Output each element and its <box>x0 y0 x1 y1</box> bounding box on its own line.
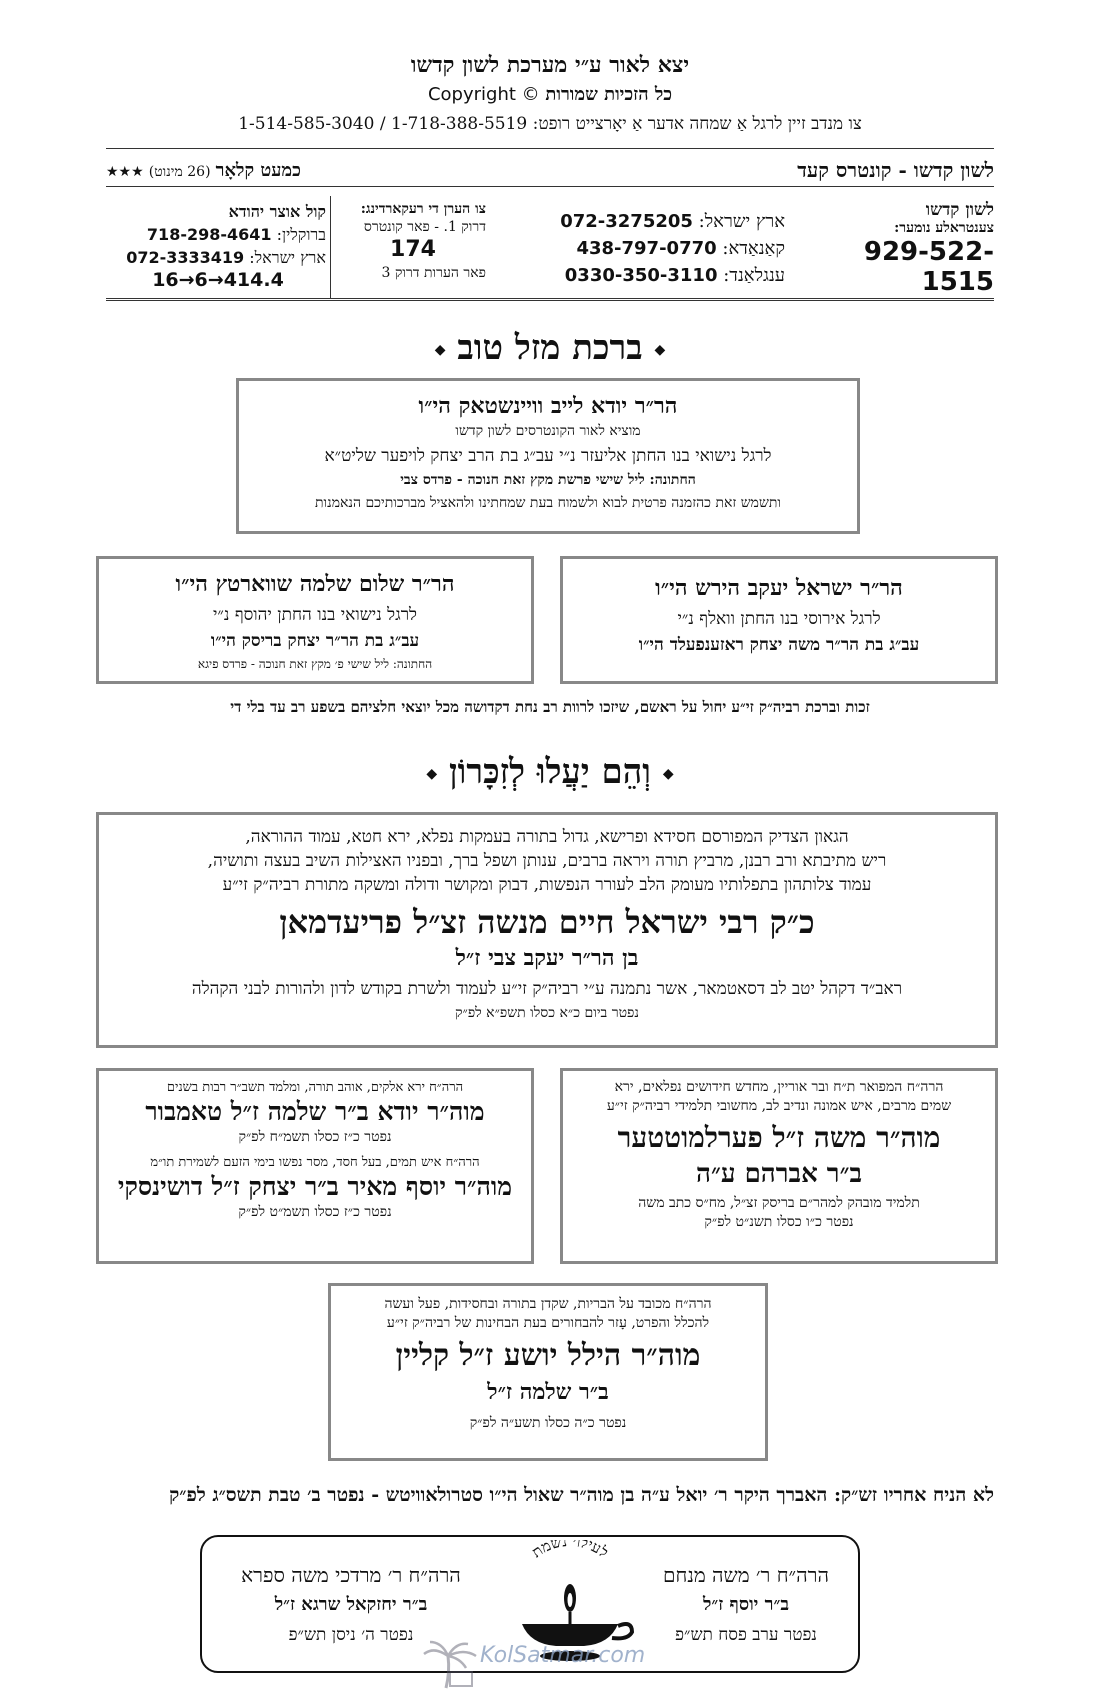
recording-info <box>340 200 486 282</box>
memorial-right-desc2: שמים מרבים, איש אמונה ונדיב לב, מחשובי תלמידי רביה״ק זי״ע <box>606 1098 952 1114</box>
koy-ext: 16→6→414.4 <box>152 269 284 291</box>
lk-hotline <box>804 200 994 297</box>
difficulty-label <box>106 160 366 181</box>
diamond-icon: ◆ <box>426 766 438 782</box>
stars-icon: ★★★ <box>106 164 144 180</box>
memorial-center-name: מוה״ר הילל יושע ז״ל קליין <box>395 1338 701 1373</box>
koy-israel-number: 072-3333419 <box>126 248 245 267</box>
koy-israel-label: ארץ ישראל: <box>249 248 326 267</box>
koy-title: קול אוצר יהודא <box>228 202 326 221</box>
contact-divider-bottom <box>106 298 994 301</box>
contact-divider-top <box>106 186 994 187</box>
footer-left-date: נפטר ה׳ ניסן תש״פ <box>288 1625 414 1645</box>
diamond-icon: ◆ <box>654 342 666 358</box>
footer-left-father: ב״ר יחזקאל שרגא ז״ל <box>274 1594 428 1615</box>
memorial-heading-text: וְהֵם יַעֲלוּ לְזִכָּרוֹן <box>449 752 651 792</box>
memorial-left-desc1: הרה״ח ירא אלקים, אוהב תורה, ומלמד תשב״ר רבות בשנים <box>166 1080 464 1095</box>
palm-tree-icon <box>420 1638 480 1690</box>
mazel-main-closing: ותשמש זאת כהזמנה פרטית לבוא ולשמוח בעת שמחתינו ולהאציל מברכותיכם הנאמנות <box>315 495 781 511</box>
copyright-line <box>0 84 1100 105</box>
duration-text: (26 מינוט) <box>148 164 211 180</box>
memorial-right-box <box>560 1068 998 1264</box>
memorial-left-name2: מוה״ר יוסף מאיר ב״ר יצחק ז״ל דושינסקי <box>117 1172 513 1201</box>
memorial-center-date: נפטר כ״ה כסלו תשע״ה לפ״ק <box>469 1415 627 1431</box>
mazel-right-simcha: לרגל אירוסי בנו החתן וואלף נ״י <box>677 609 881 629</box>
memorial-right-desc3: תלמיד מובהק למהר״ם בריסק זצ״ל, מח״ס כתב משה <box>638 1195 920 1211</box>
mazel-left-simcha: לרגל נישואי בנו החתן יהוסף נ״י <box>212 605 418 625</box>
booklet-title: לשון קדשו - קונטרס קעד <box>797 158 994 182</box>
mazel-left-kallah: עב״ג בת הר״ר יצחק בריסק הי״ו <box>210 631 420 651</box>
footer-left-memorial <box>206 1560 496 1650</box>
rec-number: 174 <box>390 237 436 262</box>
koy-brooklyn-label: ברוקלין: <box>276 225 326 244</box>
memorial-main-role: ראב״ד דקהל יטב לב דסאטמאר, אשר נתמנה ע״י רביה״ק זי״ע לעמוד ולשרת בקודש לדון ולהורות לבני הקהלה <box>191 979 903 999</box>
mazel-main-name: הר״ר יודא לייב וויינשטאק הי״ו <box>418 393 678 419</box>
memorial-left-desc2: הרה״ח איש תמים, בעל חסד, מסר נפשו בימי הזעם לשמירת תו״מ <box>150 1155 480 1170</box>
mazel-main-box <box>236 378 860 534</box>
mazel-right-name: הר״ר ישראל יעקב הירש הי״ו <box>655 575 903 601</box>
lk-title: לשון קדשו <box>925 200 994 220</box>
footer-right-name: הרה״ח ר׳ משה מנחם <box>663 1563 829 1587</box>
memorial-main-line3: עמוד צלותהון בתפלותיו מעומק הלב לעורר הנפשות, דבוק ומקושר ודולה ומשקה מתורת רביה״ק זי״ע <box>222 875 872 895</box>
memorial-center-desc1: הרה״ח מכובד על הבריות, שקדן בתורה ובחסידות, פעל ועשה <box>384 1296 712 1312</box>
memorial-main-box <box>96 812 998 1048</box>
mazel-right-kallah: עב״ג בת הר״ר משה יצחק ראזענפעלד הי״ו <box>638 635 920 655</box>
memorial-center-box <box>328 1283 768 1461</box>
publisher-text: יצא לאור ע״י מערכת לשון קדשו <box>410 52 690 78</box>
memorial-main-date: נפטר ביום כ״א כסלו תשפ״א לפ״ק <box>455 1005 639 1021</box>
footer-right-date: נפטר ערב פסח תש״פ <box>675 1625 817 1645</box>
footer-right-father: ב״ר יוסף ז״ל <box>702 1594 790 1615</box>
copyright-text: Copyright © <box>427 84 540 105</box>
memorial-left-name1: מוה״ר יודא ב״ר שלמה ז״ל טאמבור <box>145 1097 485 1126</box>
no-heir-line: לא הניח אחריו זש״ק: האברך היקר ר׳ יואל ע״ה בן מוה״ר שאול הי״ו סטרולאוויטש - נפטר ב׳ טבת תשס״ג לפ״ק <box>169 1484 994 1506</box>
intl-numbers <box>495 208 785 289</box>
rights-text: כל הזכיות שמורות <box>545 84 673 105</box>
memorial-right-father: ב״ר אברהם ע״ה <box>695 1159 862 1189</box>
donor-line: צו מנדב זיין לרגל אַ שמחה אדער אַ יאָרצייט רופט: 1-718-388-5519 / 1-514-585-3040 <box>238 114 862 134</box>
lk-sub: צענטראלע נומער: <box>894 220 994 236</box>
memorial-main-father: בן הר״ר יעקב צבי ז״ל <box>455 945 639 971</box>
rec-notes: פאר הערות דרוק 3 <box>381 265 486 281</box>
memorial-main-line2: ריש מתיבתא ורב רבנן, מרביץ תורה ויראה ברבים, ענותן ושפל ברך, ובפניו האצילות השיב בעצה ותושיה, <box>207 851 887 871</box>
mazel-blessing: זכות וברכת רביה״ק זי״ע יחול על ראשם, שיזכו לרוות רב נחת דקדושה מכל יוצאי חלציהם בשפע רב עד בלי די <box>230 698 870 716</box>
koy-brooklyn-number: 718-298-4641 <box>146 225 272 244</box>
memorial-right-date: נפטר כ״ו כסלו תשנ״ט לפ״ק <box>704 1214 854 1230</box>
mazel-main-chasuna: החתונה: ליל שישי פרשת מקץ זאת חנוכה - פרדס צבי <box>400 472 696 488</box>
contact-separator-1 <box>330 196 331 298</box>
israel-row <box>495 208 785 235</box>
diamond-icon: ◆ <box>662 766 674 782</box>
footer-left-name: הרה״ח ר׳ מרדכי משה ספרא <box>241 1563 461 1587</box>
memorial-center-desc2: להכלל והפרט, עָזר להבחורים בעת הבחינות של רביה״ק זי״ע <box>386 1315 710 1331</box>
svg-text:לעילוי נשמת <box>528 1540 611 1561</box>
memorial-left-date2: נפטר כ״ז כסלו תשמ״ט לפ״ק <box>238 1204 392 1220</box>
lk-number: 929-522-1515 <box>863 237 994 297</box>
mazel-left-chasuna: החתונה: ליל שישי פ׳ מקץ זאת חנוכה - פרדס פיגא <box>197 657 433 671</box>
england-number: 0330-350-3110 <box>564 265 718 286</box>
header-divider <box>106 148 994 149</box>
arc-text: לעילוי נשמת <box>528 1540 612 1562</box>
memorial-left-date1: נפטר כ״ז כסלו תשמ״ח לפ״ק <box>238 1129 392 1145</box>
difficulty-text: כמעט קלאָר <box>215 160 301 181</box>
memorial-left-box <box>96 1068 534 1264</box>
mazel-heading <box>0 328 1100 368</box>
memorial-right-name: מוה״ר משה ז״ל פערלמוטטער <box>617 1121 941 1154</box>
publisher-line <box>0 52 1100 78</box>
diamond-icon: ◆ <box>434 342 446 358</box>
mazel-heading-text: ברכת מזל טוב <box>457 328 643 368</box>
koy-info <box>110 200 326 292</box>
mazel-left-box <box>96 556 534 684</box>
israel-label: ארץ ישראל: <box>698 211 785 232</box>
canada-number: 438-797-0770 <box>576 238 717 259</box>
mazel-main-sub: מוציא לאור הקונטרסים לשון קדשו <box>455 423 641 439</box>
england-label: ענגלאַנד: <box>723 265 785 286</box>
memorial-right-desc1: הרה״ח המפואר ת״ח ובר אוריין, מחדש חידושים נפלאים, ירא <box>614 1079 944 1095</box>
memorial-heading <box>0 752 1100 792</box>
israel-number: 072-3275205 <box>560 211 693 232</box>
canada-row <box>495 235 785 262</box>
rec-title: צו הערן די רעקארדינג: <box>360 201 486 217</box>
memorial-main-line1: הגאון הצדיק המפורסם חסידא ופרישא, גדול בתורה בעמקות נפלא, ירא חטא, עמוד ההוראה, <box>245 827 849 847</box>
rec-press: דרוק 1. - פאר קונטרס <box>363 219 486 235</box>
mazel-left-name: הר״ר שלום שלמה שווארטץ הי״ו <box>175 571 455 597</box>
canada-label: קאַנאַדא: <box>722 238 785 259</box>
watermark-text: KolSatmar.com <box>480 1643 646 1668</box>
england-row <box>495 262 785 289</box>
mazel-right-box <box>560 556 998 684</box>
mazel-main-simcha: לרגל נישואי בנו החתן אליעזר נ״י עב״ג בת הרב יצחק לויפער שליט״א <box>324 446 772 466</box>
memorial-center-father: ב״ר שלמה ז״ל <box>487 1379 609 1405</box>
footer-right-memorial <box>646 1560 846 1650</box>
memorial-main-name: כ״ק רבי ישראל חיים מנשה זצ״ל פריעדמאן <box>279 903 815 941</box>
